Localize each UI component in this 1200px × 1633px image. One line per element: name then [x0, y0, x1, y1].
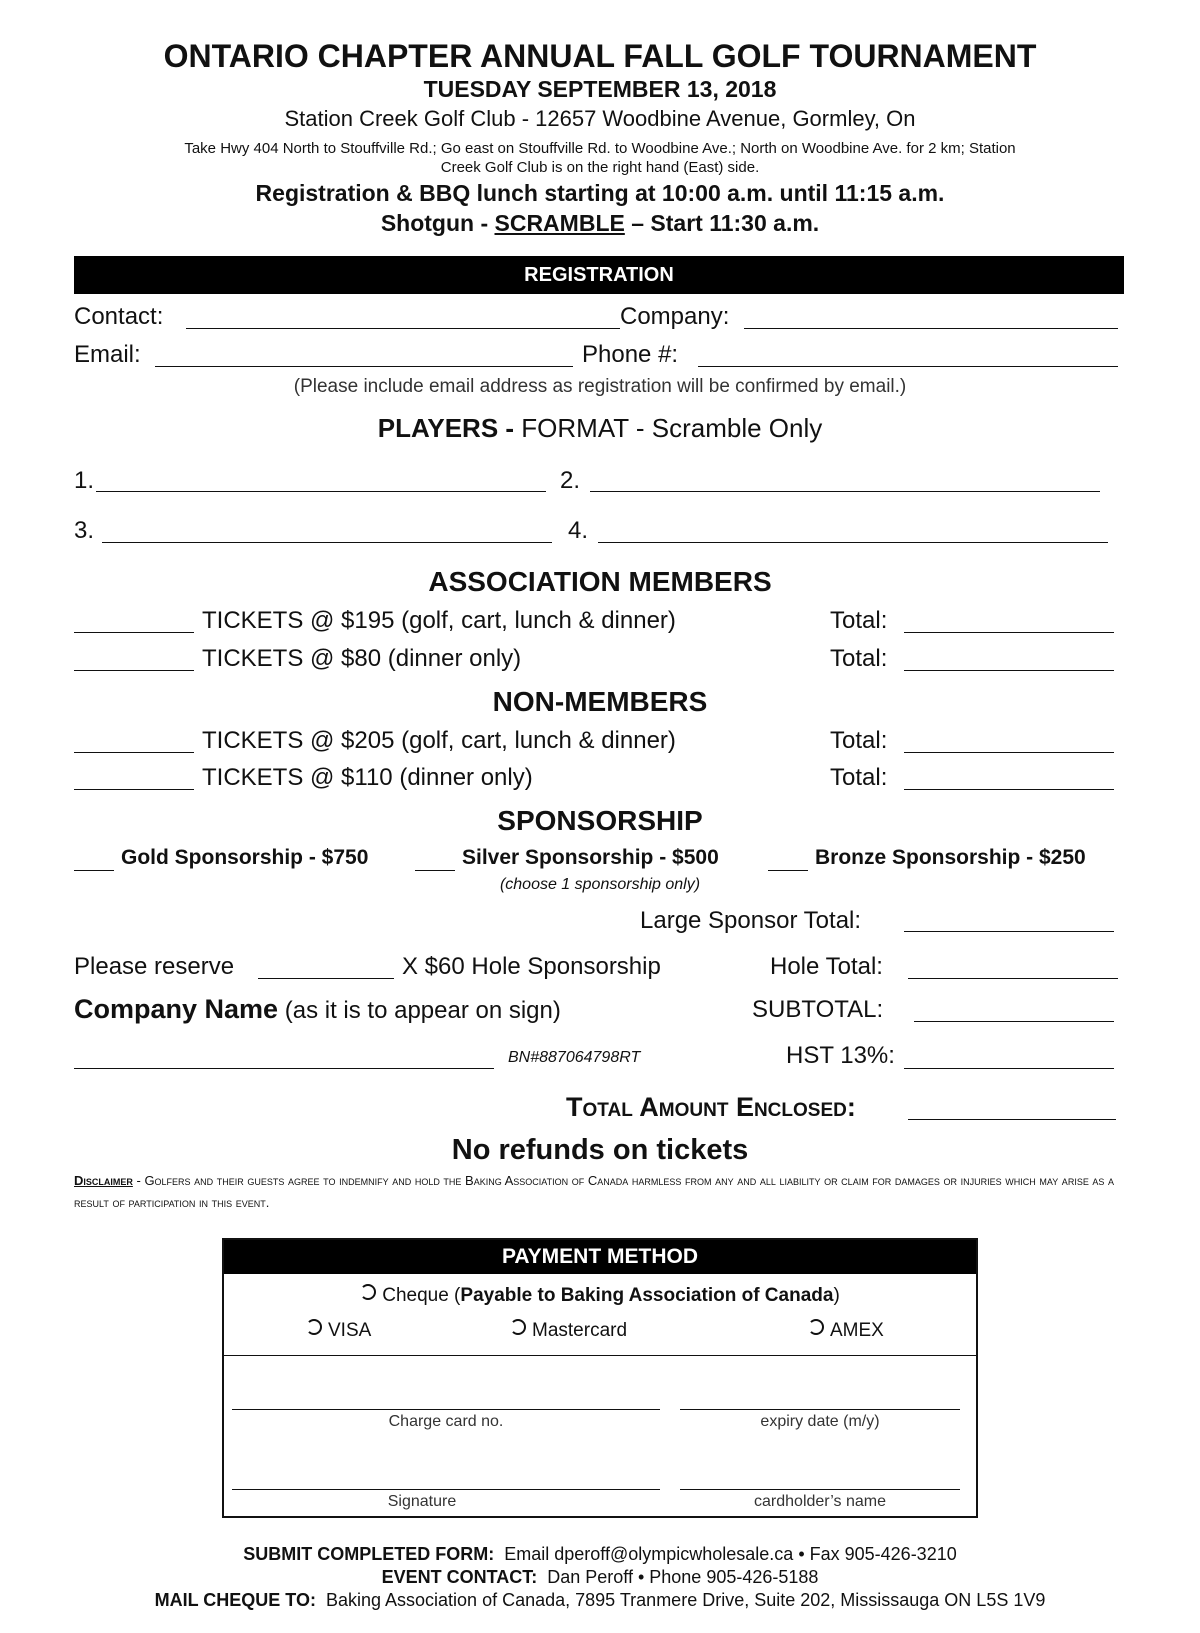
phone-label: Phone #: — [582, 341, 679, 368]
player-4-field[interactable] — [598, 542, 1108, 543]
payment-heading: PAYMENT METHOD — [224, 1240, 976, 1274]
hole-total-field[interactable] — [908, 978, 1118, 979]
member-golf-total-label: Total: — [830, 607, 888, 634]
player-1-label: 1. — [74, 467, 95, 494]
contact-field[interactable] — [186, 328, 620, 329]
nonmember-dinner-total-field[interactable] — [904, 789, 1114, 790]
shotgun-start: Shotgun - SCRAMBLE – Start 11:30 a.m. — [380, 210, 820, 236]
nonmember-golf-ticket: TICKETS @ $205 (golf, cart, lunch & dinner) — [202, 727, 676, 754]
radio-circle-icon — [360, 1284, 376, 1300]
phone-field[interactable] — [698, 366, 1118, 367]
member-golf-total-field[interactable] — [904, 632, 1114, 633]
silver-checkbox-line[interactable] — [415, 870, 455, 871]
submit-line: SUBMIT COMPLETED FORM: Email dperoff@olympicwholesale.ca • Fax 905-426-3210 — [243, 1544, 957, 1564]
amex-option[interactable]: AMEX — [808, 1319, 884, 1342]
subtotal-field[interactable] — [914, 1021, 1114, 1022]
payment-box — [222, 1238, 978, 1518]
players-heading: PLAYERS - FORMAT - Scramble Only — [377, 413, 823, 443]
non-members-heading: NON-MEMBERS — [492, 686, 708, 717]
member-dinner-ticket: TICKETS @ $80 (dinner only) — [202, 645, 522, 672]
company-name-field[interactable] — [74, 1068, 494, 1069]
page-title: ONTARIO CHAPTER ANNUAL FALL GOLF TOURNAMENT — [163, 38, 1037, 74]
mastercard-option[interactable]: Mastercard — [510, 1319, 627, 1342]
player-2-label: 2. — [560, 467, 581, 494]
player-1-field[interactable] — [96, 491, 546, 492]
contact-label: Contact: — [74, 303, 164, 330]
member-dinner-total-label: Total: — [830, 645, 888, 672]
cardholder-label: cardholder’s name — [754, 1493, 886, 1510]
radio-circle-icon — [808, 1319, 824, 1335]
nonmember-dinner-ticket: TICKETS @ $110 (dinner only) — [202, 764, 533, 791]
cardholder-field[interactable] — [680, 1489, 960, 1490]
email-note: (Please include email address as registration will be confirmed by email.) — [293, 376, 907, 397]
radio-circle-icon — [510, 1319, 526, 1335]
player-4-label: 4. — [568, 517, 589, 544]
email-field[interactable] — [155, 366, 573, 367]
expiry-field[interactable] — [680, 1409, 960, 1410]
bronze-checkbox-line[interactable] — [768, 870, 808, 871]
member-dinner-qty-field[interactable] — [74, 670, 194, 671]
signature-field[interactable] — [232, 1489, 660, 1490]
visa-option[interactable]: VISA — [306, 1319, 371, 1342]
member-golf-ticket: TICKETS @ $195 (golf, cart, lunch & dinner) — [202, 607, 676, 634]
email-label: Email: — [74, 341, 141, 368]
sponsorship-note: (choose 1 sponsorship only) — [499, 876, 701, 893]
player-2-field[interactable] — [590, 491, 1100, 492]
large-sponsor-total-label: Large Sponsor Total: — [640, 907, 862, 934]
member-dinner-total-field[interactable] — [904, 670, 1114, 671]
cheque-option[interactable]: Cheque (Payable to Baking Association of Canada) — [0, 1284, 1200, 1307]
nonmember-golf-total-label: Total: — [830, 727, 888, 754]
silver-sponsorship: Silver Sponsorship - $500 — [462, 846, 719, 869]
venue: Station Creek Golf Club - 12657 Woodbine Avenue, Gormley, On — [284, 106, 916, 131]
hole-sponsorship: X $60 Hole Sponsorship — [402, 953, 661, 980]
expiry-label: expiry date (m/y) — [760, 1413, 880, 1430]
event-date: TUESDAY SEPTEMBER 13, 2018 — [423, 76, 777, 102]
business-number: BN#887064798RT — [508, 1049, 641, 1066]
no-refunds: No refunds on tickets — [451, 1134, 749, 1166]
card-number-label: Charge card no. — [388, 1413, 504, 1430]
company-field[interactable] — [744, 328, 1118, 329]
registration-time: Registration & BBQ lunch starting at 10:00 a.m. until 11:15 a.m. — [255, 180, 945, 206]
members-heading: ASSOCIATION MEMBERS — [428, 566, 772, 597]
hole-total-label: Hole Total: — [770, 953, 883, 980]
mail-line: MAIL CHEQUE TO: Baking Association of Canada, 7895 Tranmere Drive, Suite 202, Mississauga ON L5S 1V9 — [154, 1590, 1046, 1610]
payment-divider — [224, 1355, 976, 1356]
nonmember-golf-qty-field[interactable] — [74, 752, 194, 753]
subtotal-label: SUBTOTAL: — [752, 996, 884, 1023]
total-enclosed-field[interactable] — [908, 1119, 1116, 1120]
registration-heading: REGISTRATION — [74, 256, 1124, 294]
hole-qty-field[interactable] — [258, 978, 394, 979]
player-3-label: 3. — [74, 517, 95, 544]
company-name-label: Company Name (as it is to appear on sign) — [74, 994, 561, 1024]
contact-line: EVENT CONTACT: Dan Peroff • Phone 905-426-5188 — [381, 1567, 819, 1587]
directions-line1: Take Hwy 404 North to Stouffville Rd.; Go east on Stouffville Rd. to Woodbine Ave.; North on Woodbine Ave. for 2 km; Station — [184, 140, 1016, 157]
card-number-field[interactable] — [232, 1409, 660, 1410]
reserve-label: Please reserve — [74, 953, 235, 980]
hst-field[interactable] — [904, 1068, 1114, 1069]
directions-line2: Creek Golf Club is on the right hand (East) side. — [440, 159, 760, 176]
large-sponsor-total-field[interactable] — [904, 931, 1114, 932]
company-label: Company: — [620, 303, 730, 330]
sponsorship-heading: SPONSORSHIP — [497, 805, 703, 836]
nonmember-dinner-total-label: Total: — [830, 764, 888, 791]
total-enclosed-label: Total Amount Enclosed: — [566, 1092, 856, 1122]
bronze-sponsorship: Bronze Sponsorship - $250 — [815, 846, 1086, 869]
member-golf-qty-field[interactable] — [74, 632, 194, 633]
gold-checkbox-line[interactable] — [74, 870, 114, 871]
radio-circle-icon — [306, 1319, 322, 1335]
hst-label: HST 13%: — [786, 1042, 895, 1069]
nonmember-golf-total-field[interactable] — [904, 752, 1114, 753]
gold-sponsorship: Gold Sponsorship - $750 — [121, 846, 369, 869]
nonmember-dinner-qty-field[interactable] — [74, 789, 194, 790]
disclaimer: Disclaimer - Golfers and their guests agree to indemnify and hold the Baking Association of Canada harmless from any and all liability or claim for damages or injuries which may arise as a result of participation in this event. — [74, 1173, 1115, 1210]
signature-label: Signature — [387, 1493, 457, 1510]
player-3-field[interactable] — [102, 542, 552, 543]
